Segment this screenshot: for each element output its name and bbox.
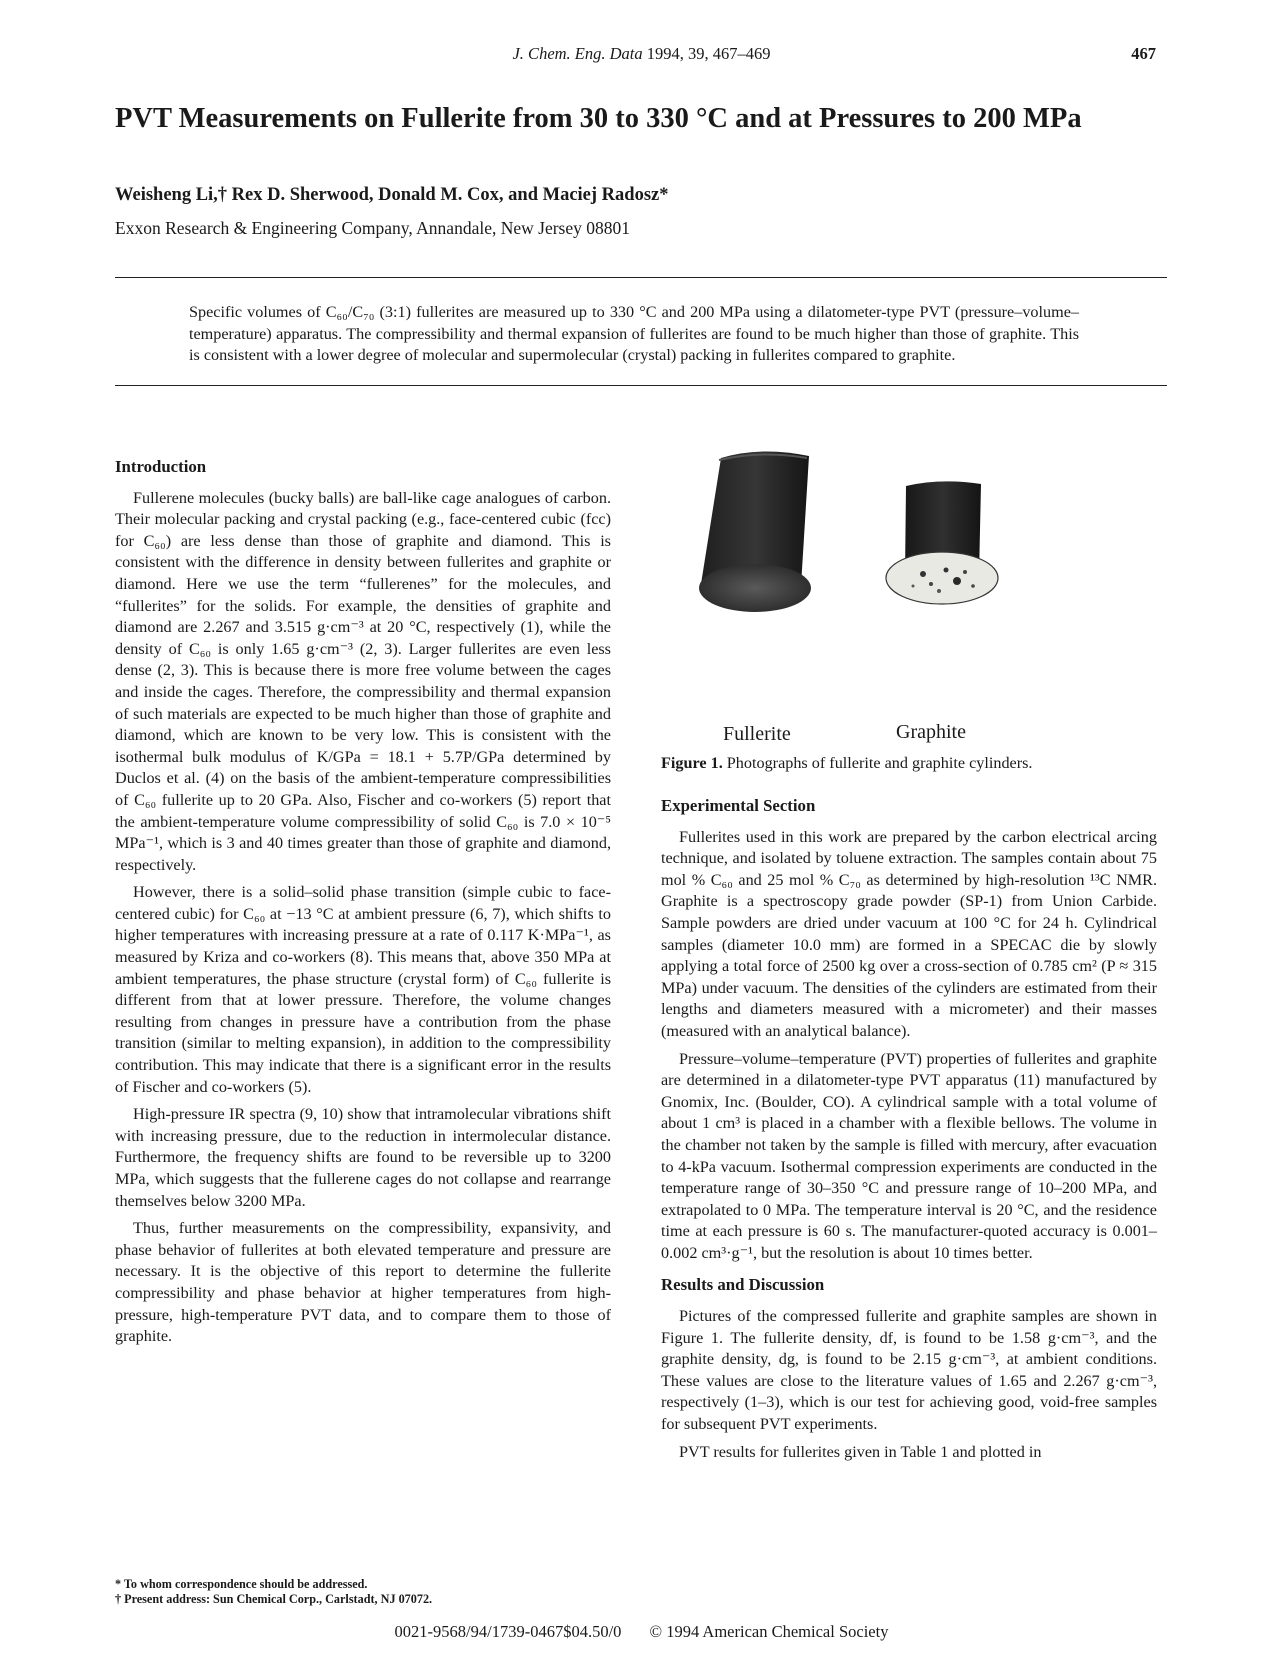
figure-caption-text: Photographs of fullerite and graphite cylinders. [726, 754, 1033, 772]
results-paragraph: Pictures of the compressed fullerite and graphite samples are shown in Figure 1. The fullerite density, df, is found to be 1.58 g·cm⁻³, and the graphite density, dg, is found to be 2.15 g·cm⁻³, at ambient conditions. These values are close to the literature values of 1.65 and 2.267 g·cm⁻³, respectively (1–3), which is our test for achieving good, void-free samples for subsequent PVT experiments. [661, 1307, 1157, 1434]
abstract: Specific volumes of C₆₀/C₇₀ (3:1) fullerites are measured up to 330 °C and 200 MPa using a dilatometer-type PVT (pressure–volume–temperature) apparatus. The compressibility and thermal expansion of fullerites are found to be much higher than those of graphite. This is consistent with a lower degree of molecular and supermolecular (crystal) packing in fullerites compared to graphite. [189, 303, 1079, 365]
introduction-section [115, 456, 611, 1348]
footnote-correspondence: * To whom correspondence should be addressed. [115, 1577, 368, 1591]
page-number: 467 [1131, 44, 1156, 63]
results-paragraph: PVT results for fullerites given in Table 1 and plotted in [679, 1442, 1042, 1461]
introduction-heading: Introduction [115, 457, 207, 476]
sample-cylinders-photo [661, 446, 1157, 726]
introduction-paragraph: Thus, further measurements on the compressibility, expansivity, and phase behavior of fullerites at both elevated temperature and pressure are necessary. It is the objective of this report to determine the fullerite compressibility and phase behavior at higher temperatures from high-pressure, high-temperature PVT data, and to compare them to those of graphite. [115, 1219, 611, 1346]
affiliation: Exxon Research & Engineering Company, Annandale, New Jersey 08801 [115, 218, 630, 238]
footnote-present-address: † Present address: Sun Chemical Corp., Carlstadt, NJ 07072. [115, 1591, 433, 1606]
experimental-paragraph: Pressure–volume–temperature (PVT) properties of fullerites and graphite are determined in a dilatometer-type PVT apparatus (11) manufactured by Gnomix, Inc. (Boulder, CO). A cylindrical sample with a total volume of about 1 cm³ is placed in a chamber with a flexible bellows. The volume in the chamber not taken by the sample is filled with mercury, after evacuation to 4-kPa vacuum. Isothermal compression experiments are conducted in the temperature range of 30–350 °C and pressure range of 10–200 MPa, and extrapolated to 0 MPa. The temperature interval is 20 °C, and the residence time at each pressure is 60 s. The manufacturer-quoted accuracy is 0.001–0.002 cm³·g⁻¹, but the resolution is about 10 times better. [661, 1049, 1157, 1262]
introduction-paragraph: High-pressure IR spectra (9, 10) show that intramolecular vibrations shift with increasing pressure, due to the reduction in intermolecular distance. Furthermore, the frequency shifts are found to be reversible up to 3200 MPa, which suggests that the fullerene cages do not collapse and rearrange themselves below 3200 MPa. [115, 1105, 611, 1210]
introduction-paragraph: However, there is a solid–solid phase transition (simple cubic to face-centered cubic) for C₆₀ at −13 °C at ambient pressure (6, 7), which shifts to higher temperatures with increasing pressure at a rate of 0.117 K·MPa⁻¹, as measured by Kriza and co-workers (8). This means that, above 350 MPa at ambient temperatures, the phase structure (crystal form) of C₆₀ fullerite is different from that at lower pressure. Therefore, the volume changes resulting from changes in pressure have a contribution from the phase transition (similar to melting expansion), in addition to the compressibility contribution. This may indicate that there is a significant error in the results of Fischer and co-workers (5). [115, 883, 611, 1096]
figure-label-graphite: Graphite [896, 721, 966, 743]
journal-year-volume-pages: 1994, 39, 467–469 [646, 44, 771, 63]
graphite-cylinder [886, 481, 998, 604]
figure-1 [661, 446, 1157, 746]
fullerite-cylinder [699, 451, 811, 612]
figure-1-caption [661, 754, 1157, 773]
article-title: PVT Measurements on Fullerite from 30 to 330 °C and at Pressures to 200 MPa [115, 103, 1082, 134]
copyright: © 1994 American Chemical Society [649, 1622, 889, 1641]
author-list: Weisheng Li,† Rex D. Sherwood, Donald M. Cox, and Maciej Radosz* [115, 185, 669, 205]
abstract-top-rule [115, 277, 1167, 278]
figure-caption-label: Figure 1. [661, 754, 723, 772]
figure-label-fullerite: Fullerite [723, 723, 791, 745]
article-code: 0021-9568/94/1739-0467$04.50/0 [394, 1622, 622, 1641]
experimental-heading: Experimental Section [661, 796, 816, 815]
experimental-results-section [661, 795, 1157, 1463]
introduction-paragraph: Fullerene molecules (bucky balls) are ball-like cage analogues of carbon. Their molecular packing and crystal packing (e.g., face-centered cubic (fcc) for C₆₀) are less dense than those of graphite and diamond. This is consistent with the difference in density between fullerites and graphite or diamond. Here we use the term “fullerenes” for the molecules, and “fullerites” for the solids. For example, the densities of graphite and diamond are 2.267 and 3.515 g·cm⁻³ at 20 °C, respectively (1), while the density of C₆₀ is only 1.65 g·cm⁻³ (2, 3). Larger fullerites are even less dense (2, 3). This is because there is more free volume between the cages and inside the cages. Therefore, the compressibility and thermal expansion of such materials are expected to be much higher than those of graphite and diamond, which are known to be very low. This is consistent with the isothermal bulk modulus of K/GPa = 18.1 + 5.7P/GPa determined by Duclos et al. (4) on the basis of the ambient-temperature compressibilities of C₆₀ fullerite up to 20 GPa. Also, Fischer and co-workers (5) report that the ambient-temperature volume compressibility of solid C₆₀ is 7.0 × 10⁻⁵ MPa⁻¹, which is 3 and 40 times greater than those of graphite and diamond, respectively. [115, 488, 611, 874]
experimental-paragraph: Fullerites used in this work are prepared by the carbon electrical arcing technique, and isolated by toluene extraction. The samples contain about 75 mol % C₆₀ and 25 mol % C₇₀ as determined by high-resolution ¹³C NMR. Graphite is a spectroscopy grade powder (SP-1) from Union Carbide. Sample powders are dried under vacuum at 100 °C for 24 h. Cylindrical samples (diameter 10.0 mm) are formed in a SPECAC die by slowly applying a total force of 2500 kg over a cross-section of 0.785 cm² (P ≈ 315 MPa) under vacuum. The densities of the cylinders are estimated from their lengths and diameters measured with a micrometer) and their masses (measured with an analytical balance). [661, 827, 1157, 1040]
journal-name: J. Chem. Eng. Data [512, 44, 643, 63]
page-footer [0, 1622, 1283, 1642]
abstract-bottom-rule [115, 385, 1167, 386]
results-heading: Results and Discussion [661, 1275, 825, 1295]
footnotes [115, 1577, 611, 1606]
running-header [0, 44, 1283, 64]
